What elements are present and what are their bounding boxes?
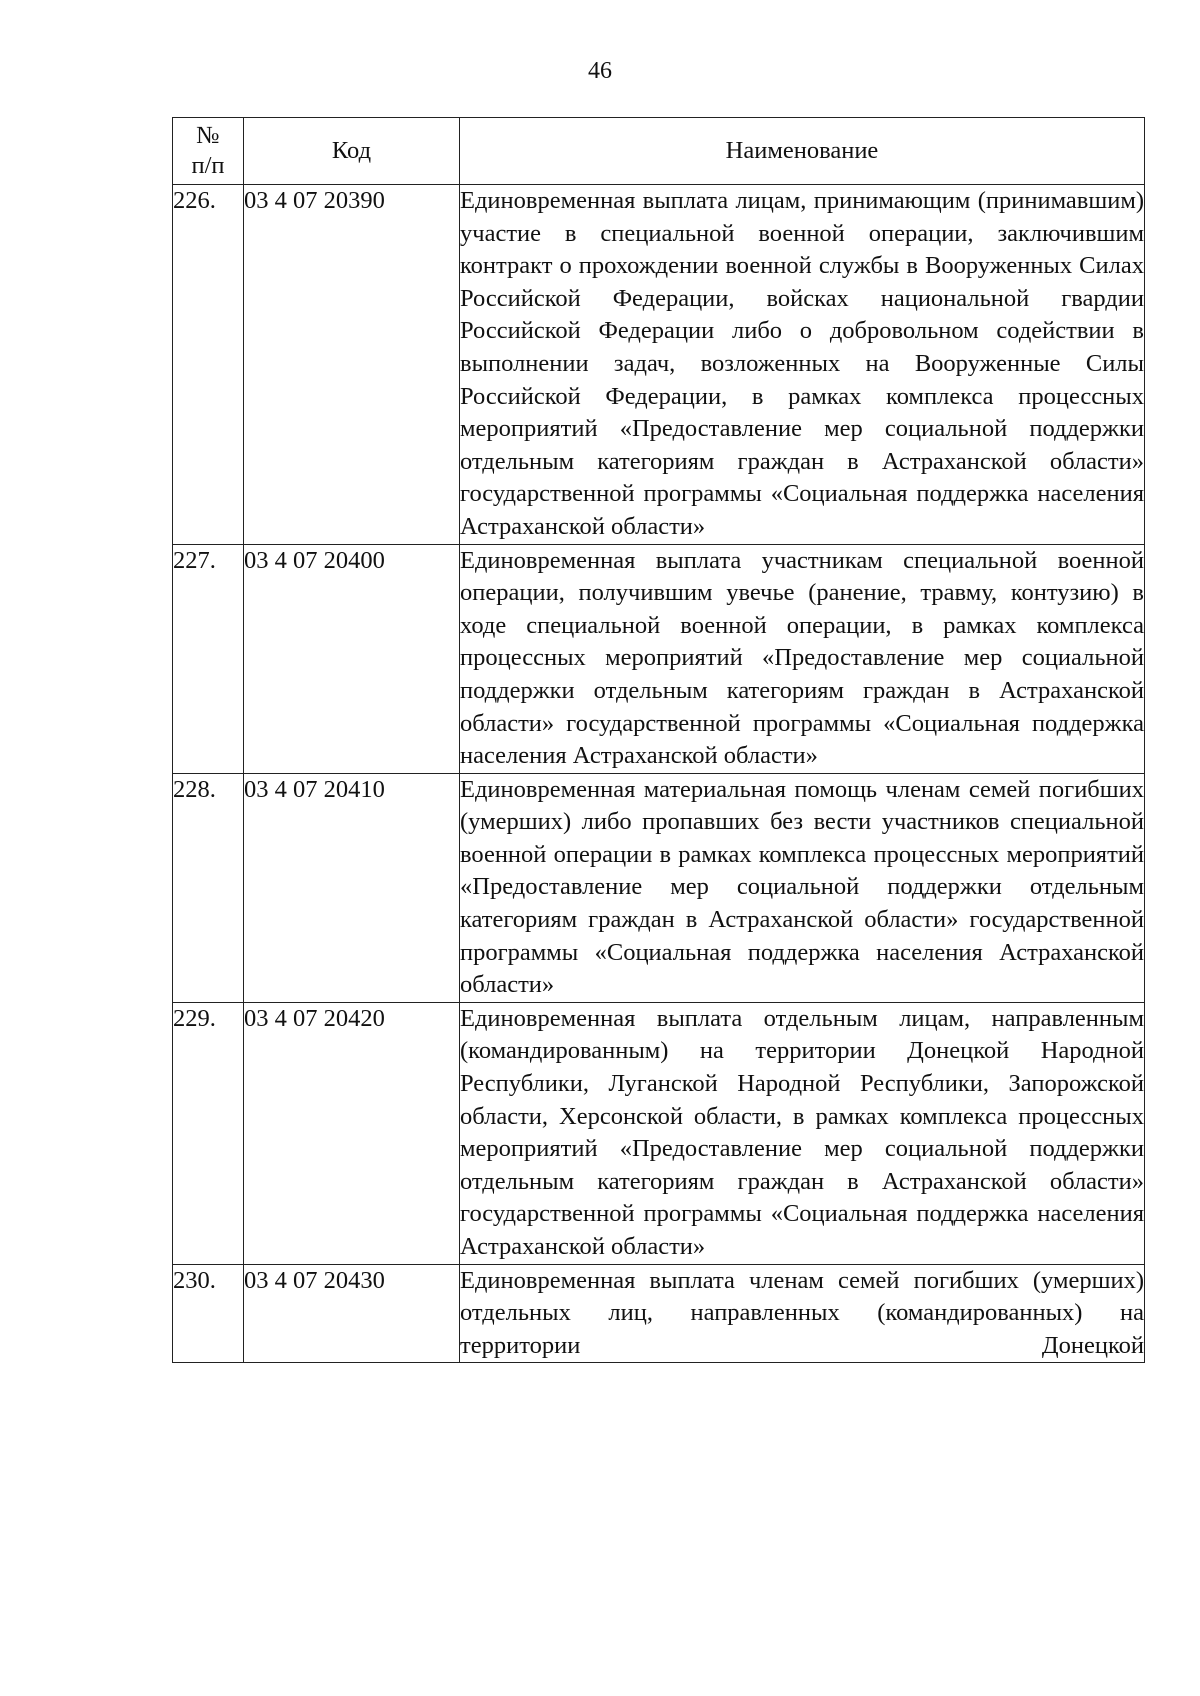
table-row <box>173 1002 1145 1264</box>
header-name: Наименование <box>460 118 1145 185</box>
header-code: Код <box>244 118 460 185</box>
row-code: 03 4 07 20420 <box>244 1002 460 1264</box>
table-row <box>173 185 1145 545</box>
row-code: 03 4 07 20390 <box>244 185 460 545</box>
row-code: 03 4 07 20400 <box>244 544 460 773</box>
row-name: Единовременная выплата членам семей погибших (умерших) отдельных лиц, направленных (командированных) на территории Донецкой <box>460 1266 1144 1359</box>
table-row <box>173 544 1145 773</box>
row-name: Единовременная выплата лицам, принимающим (принимавшим) участие в специальной военной операции, заключившим контракт о прохождении военной службы в Вооруженных Силах Российской Федерации, войсках национальной гвардии Российской Федерации либо о добровольном содействии в выполнении задач, возложенных на Вооруженные Силы Российской Федерации, в рамках комплекса процессных мероприятий «Предоставление мер социальной поддержки отдельным категориям граждан в Астраханской области» государственной программы «Социальная поддержка населения Астраханской области» <box>460 185 1145 545</box>
row-code: 03 4 07 20430 <box>244 1264 460 1362</box>
header-number-symbol: № <box>196 122 220 149</box>
row-number: 230. <box>173 1264 244 1362</box>
row-number: 226. <box>173 185 244 545</box>
header-number-abbrev: п/п <box>191 152 225 179</box>
row-number: 227. <box>173 544 244 773</box>
row-name: Единовременная выплата участникам специальной военной операции, получившим увечье (ранение, травму, контузию) в ходе специальной военной операции, в рамках комплекса процессных мероприятий «Предоставление мер социальной поддержки отдельным категориям граждан в Астраханской области» государственной программы «Социальная поддержка населения Астраханской области» <box>460 544 1145 773</box>
header-number <box>173 118 244 185</box>
row-code: 03 4 07 20410 <box>244 773 460 1002</box>
page-number: 46 <box>588 58 612 84</box>
row-name: Единовременная материальная помощь членам семей погибших (умерших) либо пропавших без вести участников специальной военной операции в рамках комплекса процессных мероприятий «Предоставление мер социальной поддержки отдельным категориям граждан в Астраханской области» государственной программы «Социальная поддержка населения Астраханской области» <box>460 773 1145 1002</box>
table-row <box>173 1264 1145 1362</box>
budget-code-table <box>172 117 1145 1363</box>
row-name-cell <box>460 1264 1145 1362</box>
table-row <box>173 773 1145 1002</box>
row-number: 229. <box>173 1002 244 1264</box>
row-name: Единовременная выплата отдельным лицам, направленным (командированным) на территории Донецкой Народной Республики, Луганской Народной Республики, Запорожской области, Херсонской области, в рамках комплекса процессных мероприятий «Предоставление мер социальной поддержки отдельным категориям граждан в Астраханской области» государственной программы «Социальная поддержка населения Астраханской области» <box>460 1002 1145 1264</box>
row-number: 228. <box>173 773 244 1002</box>
table-header-row <box>173 118 1145 185</box>
